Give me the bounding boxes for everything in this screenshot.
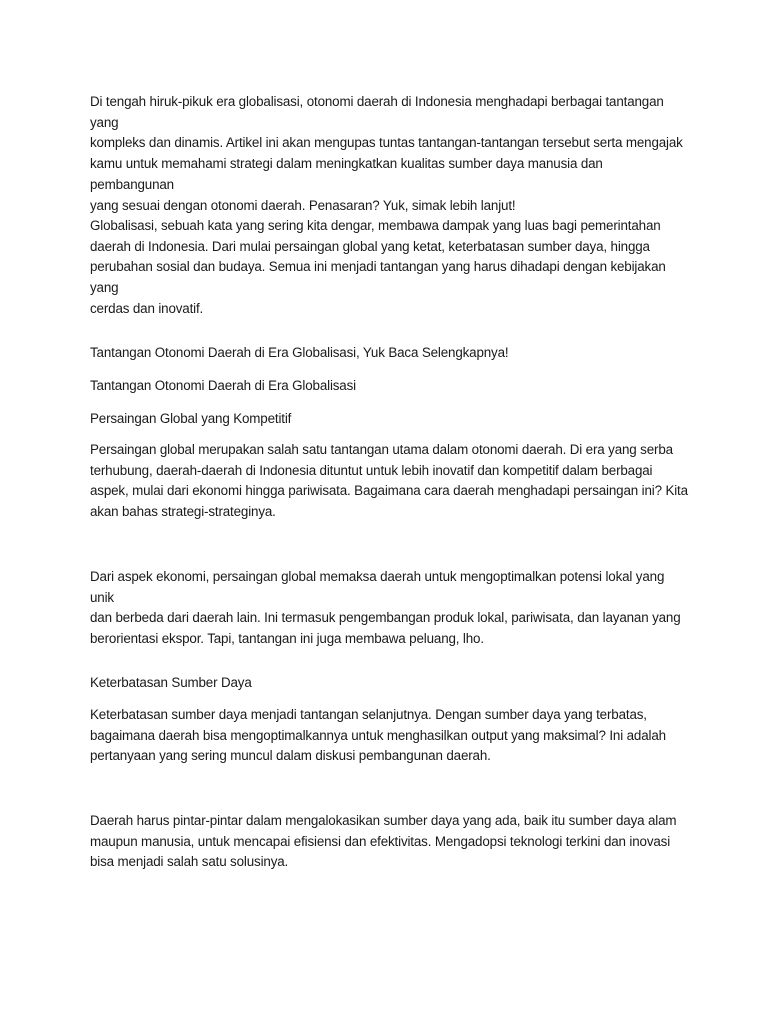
competition-paragraph: Persaingan global merupakan salah satu tantangan utama dalam otonomi daerah. Di era yang serba terhubung, daerah-daerah di Indonesia dituntut untuk lebih inovatif dan kompetitif dalam berbagai aspek, mulai dari ekonomi hingga pariwisata. Bagaimana cara daerah menghadapi persaingan ini? Kita akan bahas strategi-strateginya. [90,442,688,520]
economy-paragraph: Dari aspek ekonomi, persaingan global memaksa daerah untuk mengoptimalkan potensi lokal yang unik dan berbeda dari daerah lain. Ini termasuk pengembangan produk lokal, pariwisata, dan layanan yang berorientasi ekspor. Tapi, tantangan ini juga membawa peluang, lho. [90,569,681,647]
article-title-heading: Tantangan Otonomi Daerah di Era Globalisasi, Yuk Baca Selengkapnya! [90,345,509,360]
allocation-paragraph: Daerah harus pintar-pintar dalam mengalokasikan sumber daya yang ada, baik itu sumber daya alam maupun manusia, untuk mencapai efisiensi dan efektivitas. Mengadopsi teknologi terkini dan inovasi bisa menjadi salah satu solusinya. [90,813,677,870]
intro-paragraph: Di tengah hiruk-pikuk era globalisasi, otonomi daerah di Indonesia menghadapi berbagai tantangan yang kompleks dan dinamis. Artikel ini akan mengupas tuntas tantangan-tantangan tersebut serta mengajak kamu untuk memahami strategi dalam meningkatkan kualitas sumber daya manusia dan pembangunan yang sesuai dengan otonomi daerah. Penasaran? Yuk, simak lebih lanjut! [90,94,683,213]
section-heading: Tantangan Otonomi Daerah di Era Globalisasi [90,378,356,393]
resources-paragraph: Keterbatasan sumber daya menjadi tantangan selanjutnya. Dengan sumber daya yang terbatas, bagaimana daerah bisa mengoptimalkannya untuk menghasilkan output yang maksimal? Ini adalah pertanyaan yang sering muncul dalam diskusi pembangunan daerah. [90,707,666,764]
subsection-heading-resources: Keterbatasan Sumber Daya [90,675,252,690]
globalization-paragraph: Globalisasi, sebuah kata yang sering kita dengar, membawa dampak yang luas bagi pemerintahan daerah di Indonesia. Dari mulai persaingan global yang ketat, keterbatasan sumber daya, hingga perubahan sosial dan budaya. Semua ini menjadi tantangan yang harus dihadapi dengan kebijakan yang cerdas dan inovatif. [90,218,666,316]
subsection-heading-competition: Persaingan Global yang Kompetitif [90,411,292,426]
